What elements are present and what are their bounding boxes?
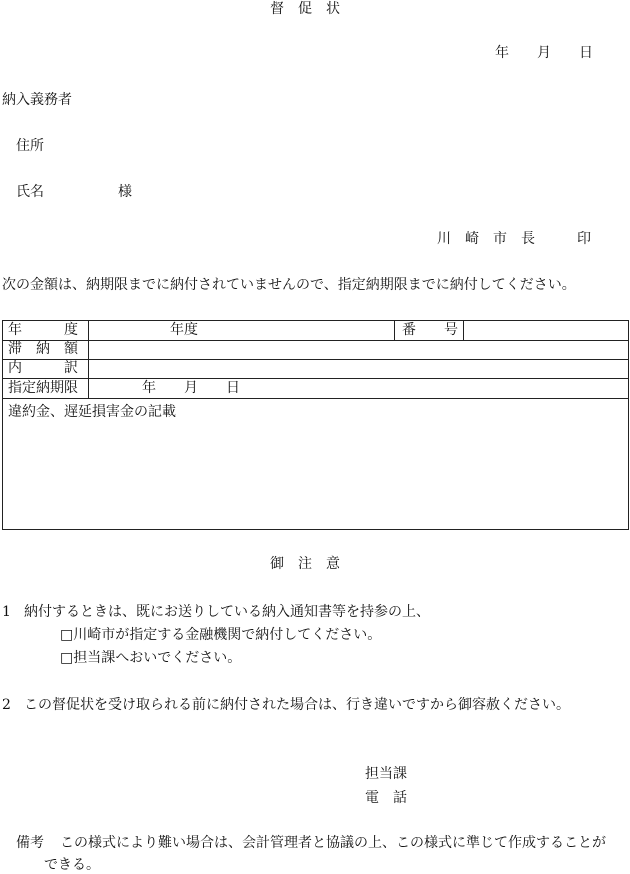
notice-item-number: 2 xyxy=(2,697,11,713)
overdue-label: 滞 納 額 xyxy=(8,341,78,357)
payment-option-bank: □川崎市が指定する金融機関で納付してください。 xyxy=(60,627,382,643)
table-rule xyxy=(2,359,629,360)
payer-label: 納入義務者 xyxy=(2,92,72,108)
deadline-value: 年 月 日 xyxy=(142,380,240,396)
table-divider xyxy=(463,320,464,340)
table-rule xyxy=(2,398,629,399)
payment-option-office: □担当課へおいでください。 xyxy=(60,650,242,666)
document-title: 督 促 状 xyxy=(270,1,340,17)
name-honorific: 様 xyxy=(118,184,132,200)
phone-label: 電 話 xyxy=(365,790,407,806)
date-line: 年 月 日 xyxy=(495,45,593,61)
table-rule xyxy=(2,378,629,379)
address-label: 住所 xyxy=(16,138,44,154)
deadline-label: 指定納期限 xyxy=(8,380,78,396)
year-value: 年度 xyxy=(170,322,198,338)
breakdown-label: 内 訳 xyxy=(8,360,78,376)
name-label: 氏名 xyxy=(16,184,44,200)
notice-heading: 御 注 意 xyxy=(270,556,340,572)
department-label: 担当課 xyxy=(365,766,407,782)
remarks-text: この様式により難い場合は、会計管理者と協議の上、この様式に準じて作成することが xyxy=(60,835,606,851)
table-divider xyxy=(88,320,89,398)
remarks-text-continued: できる。 xyxy=(44,857,100,873)
penalty-note: 違約金、遅延損害金の記載 xyxy=(8,404,176,420)
number-label: 番 号 xyxy=(402,322,458,338)
billing-table xyxy=(2,320,629,530)
issuer-line: 川 崎 市 長 印 xyxy=(437,231,591,247)
table-divider xyxy=(394,320,395,340)
notice-item-number: 1 xyxy=(2,604,11,620)
table-rule xyxy=(2,340,629,341)
notice-item-text: 納付するときは、既にお送りしている納入通知書等を持参の上、 xyxy=(24,604,430,620)
year-label: 年 度 xyxy=(8,322,78,338)
notice-item-text: この督促状を受け取られる前に納付された場合は、行き違いですから御容赦ください。 xyxy=(24,697,570,713)
remarks-label: 備考 xyxy=(16,835,44,851)
intro-text: 次の金額は、納期限までに納付されていませんので、指定納期限までに納付してください。 xyxy=(2,277,576,293)
